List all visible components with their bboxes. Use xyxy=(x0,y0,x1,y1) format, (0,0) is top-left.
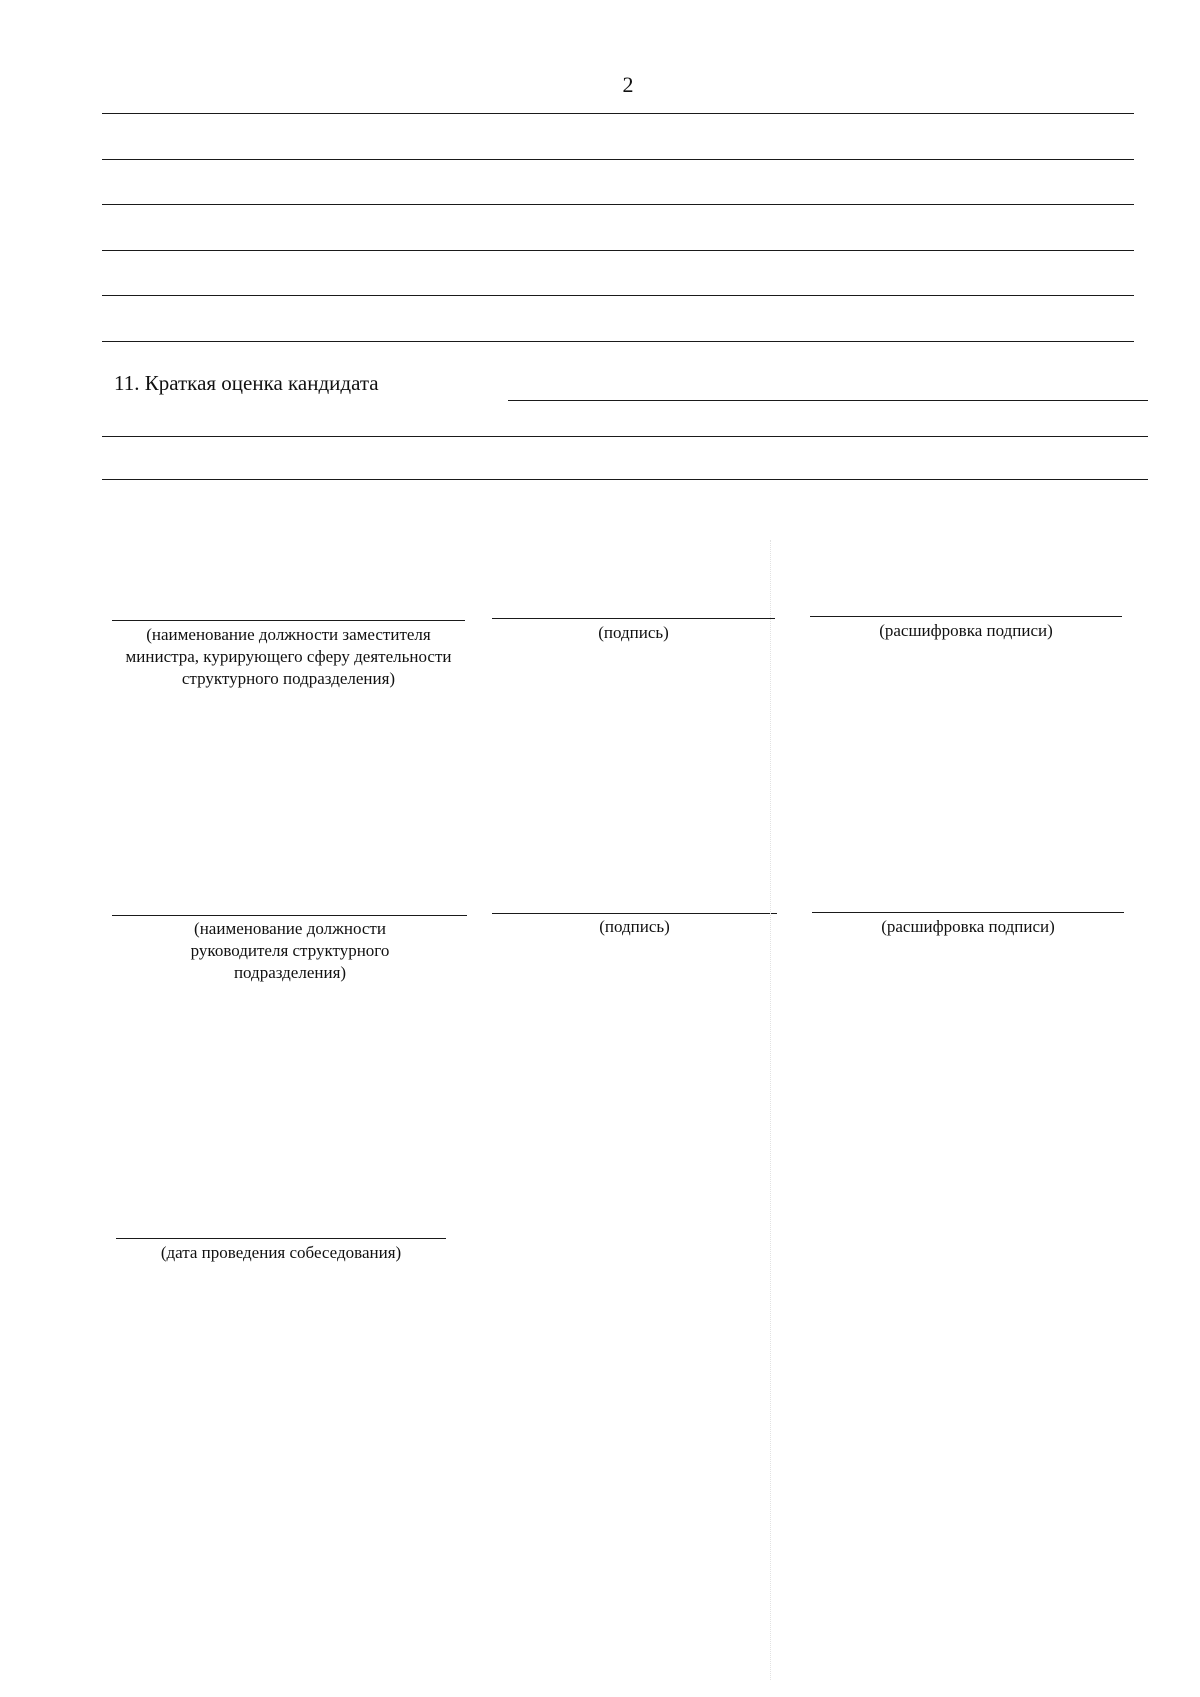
signature-decoding-line xyxy=(810,616,1122,617)
answer-line xyxy=(102,341,1134,342)
answer-line xyxy=(102,204,1134,205)
answer-line xyxy=(102,250,1134,251)
position-line xyxy=(112,915,467,916)
position-line xyxy=(112,620,465,621)
position-caption: (наименование должности заместителя министра, курирующего сферу деятельности структурного подразделения) xyxy=(125,625,452,688)
assessment-line xyxy=(508,400,1148,401)
signature-decoding-caption: (расшифровка подписи) xyxy=(881,917,1055,936)
page-number: 2 xyxy=(622,72,634,97)
signature-decoding-line xyxy=(812,912,1124,913)
signature-line xyxy=(492,618,775,619)
answer-line xyxy=(102,159,1134,160)
signature-caption: (подпись) xyxy=(598,623,669,642)
scan-fold-mark xyxy=(770,540,771,1680)
signature-line xyxy=(492,913,777,914)
candidate-assessment-label: 11. Краткая оценка кандидата xyxy=(114,371,379,395)
position-caption: (наименование должности руководителя структурного подразделения) xyxy=(190,919,390,982)
date-line xyxy=(116,1238,446,1239)
assessment-line xyxy=(102,436,1148,437)
signature-caption: (подпись) xyxy=(599,917,670,936)
signature-decoding-caption: (расшифровка подписи) xyxy=(879,621,1053,640)
date-caption: (дата проведения собеседования) xyxy=(160,1243,402,1262)
answer-line xyxy=(102,295,1134,296)
answer-line xyxy=(102,113,1134,114)
assessment-line xyxy=(102,479,1148,480)
